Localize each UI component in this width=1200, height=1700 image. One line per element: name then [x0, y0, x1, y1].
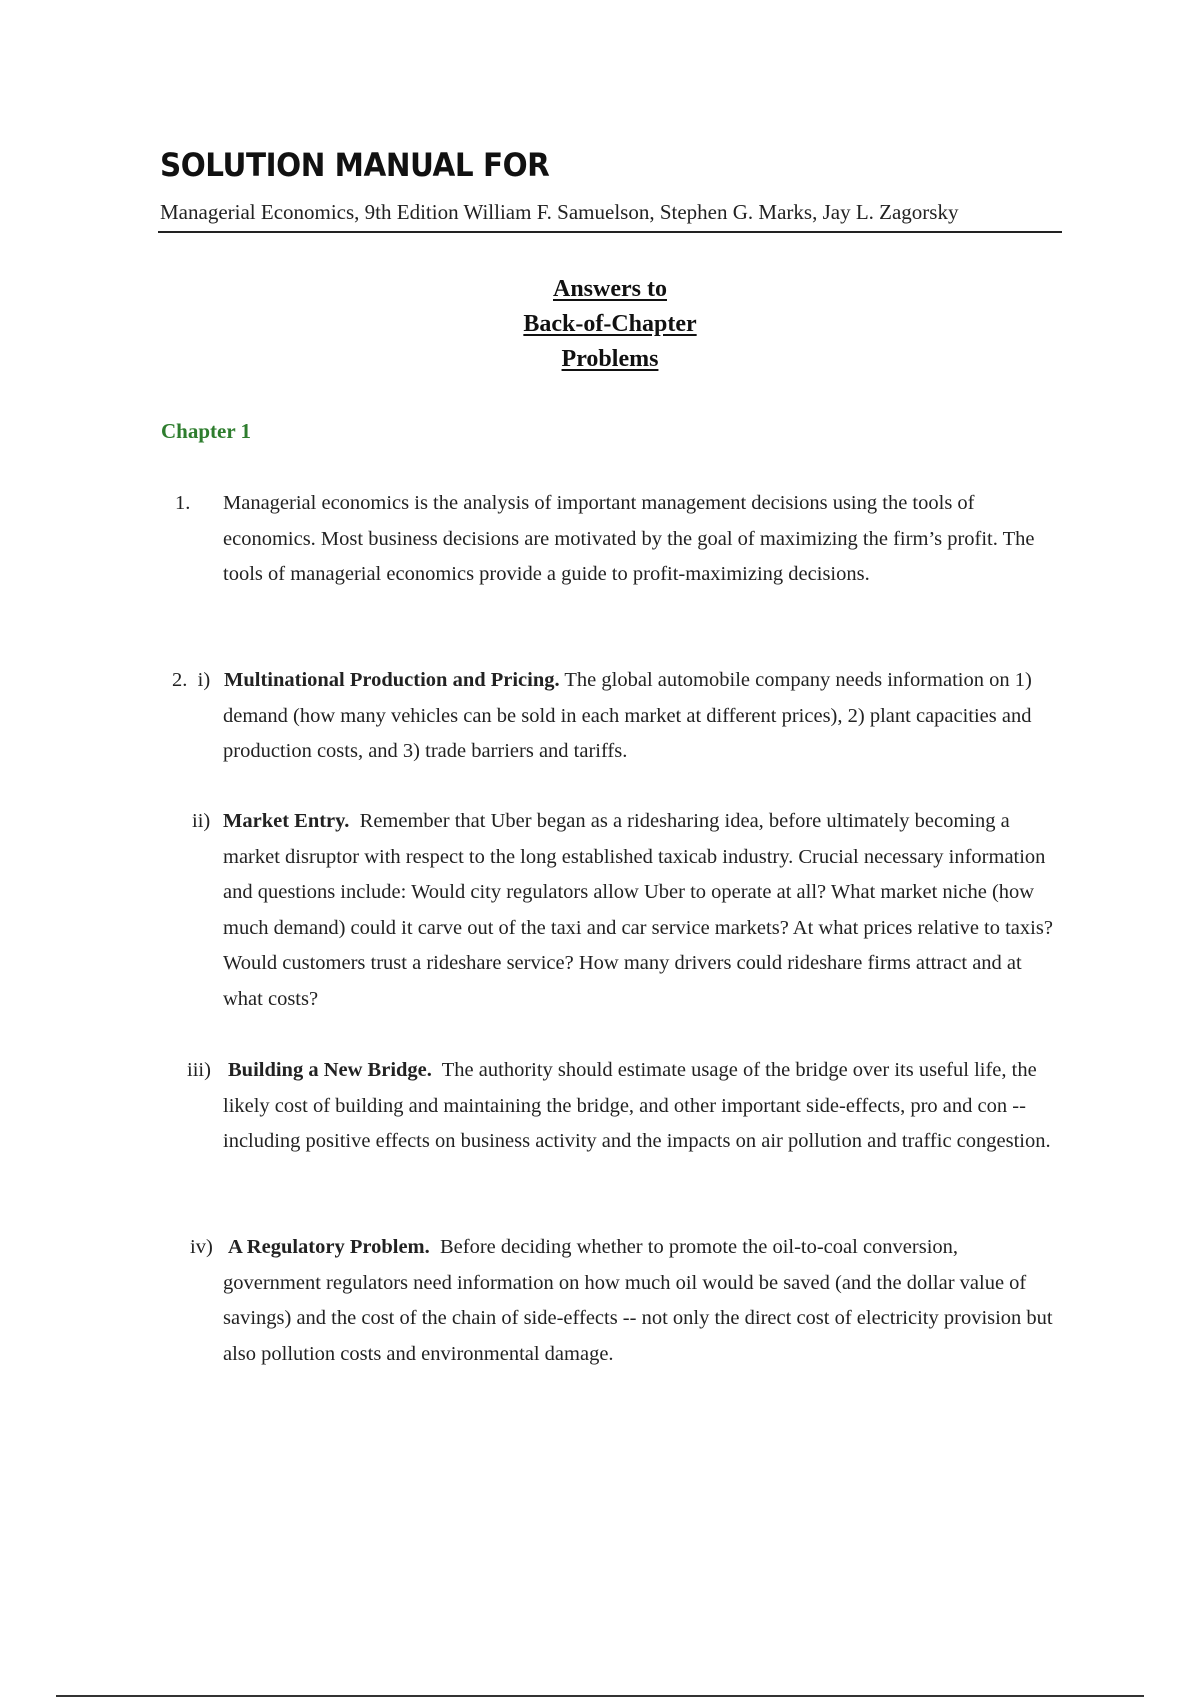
chapter-heading: Chapter 1 [161, 419, 252, 443]
answer-item-1 [160, 486, 1060, 593]
answer-item-2-i [160, 663, 1060, 770]
item-number [172, 663, 210, 699]
answers-heading-line-1: Answers to [553, 276, 667, 302]
answer-item-2-ii [160, 804, 1060, 1017]
item-heading: Market Entry. [223, 810, 350, 832]
item-body [160, 663, 1060, 770]
item-text: The authority should estimate usage of the bridge over its useful life, the likely cost of building and maintaining the bridge, and other important side-effects, pro and con -- including positive effects on business activity and the impacts on air pollution and traffic congestion. [223, 1059, 1051, 1152]
answers-heading-line-2: Back-of-Chapter [523, 311, 697, 337]
answer-item-2-iv [160, 1230, 1060, 1372]
item-text: Managerial economics is the analysis of important management decisions using the tools of economics. Most business decisions are motivated by the goal of maximizing the firm’s profit. The tools of managerial economics provide a guide to profit-maximizing decisions. [223, 492, 1035, 585]
item-body [160, 1230, 1060, 1372]
item-heading: Building a New Bridge. [228, 1059, 432, 1081]
answers-heading [400, 272, 820, 377]
document-title: SOLUTION MANUAL FOR [160, 146, 550, 184]
item-marker: ii) [192, 810, 211, 832]
answers-heading-line-3: Problems [561, 346, 659, 372]
item-number-value: 2. [172, 669, 188, 691]
item-heading: Multinational Production and Pricing. [224, 669, 560, 691]
item-number: 1. [175, 492, 191, 514]
item-marker: i) [197, 669, 211, 691]
item-text: The global automobile company needs information on 1) demand (how many vehicles can be sold in each market at different prices), 2) plant capacities and production costs, and 3) trade barriers and tariffs. [223, 669, 1032, 762]
item-marker: iii) [187, 1059, 211, 1081]
header-divider [158, 231, 1062, 233]
item-text: Remember that Uber began as a ridesharing idea, before ultimately becoming a market disruptor with respect to the long established taxicab industry. Crucial necessary information and questions include: Would city regulators allow Uber to operate at all? What market niche (how much demand) could it carve out of the taxi and car service markets? At what prices relative to taxis? Would customers trust a rideshare service? How many drivers could rideshare firms attract and at what costs? [223, 810, 1053, 1010]
item-body [160, 1053, 1060, 1160]
answer-item-2-iii [160, 1053, 1060, 1160]
document-subtitle: Managerial Economics, 9th Edition William F. Samuelson, Stephen G. Marks, Jay L. Zagorsky [160, 200, 959, 224]
footer-divider [56, 1695, 1144, 1697]
item-marker: iv) [190, 1236, 213, 1258]
item-heading: A Regulatory Problem. [228, 1236, 430, 1258]
item-body [160, 804, 1060, 1017]
item-text: Before deciding whether to promote the oil-to-coal conversion, government regulators need information on how much oil would be saved (and the dollar value of savings) and the cost of the chain of side-effects -- not only the direct cost of electricity provision but also pollution costs and environmental damage. [223, 1236, 1053, 1365]
